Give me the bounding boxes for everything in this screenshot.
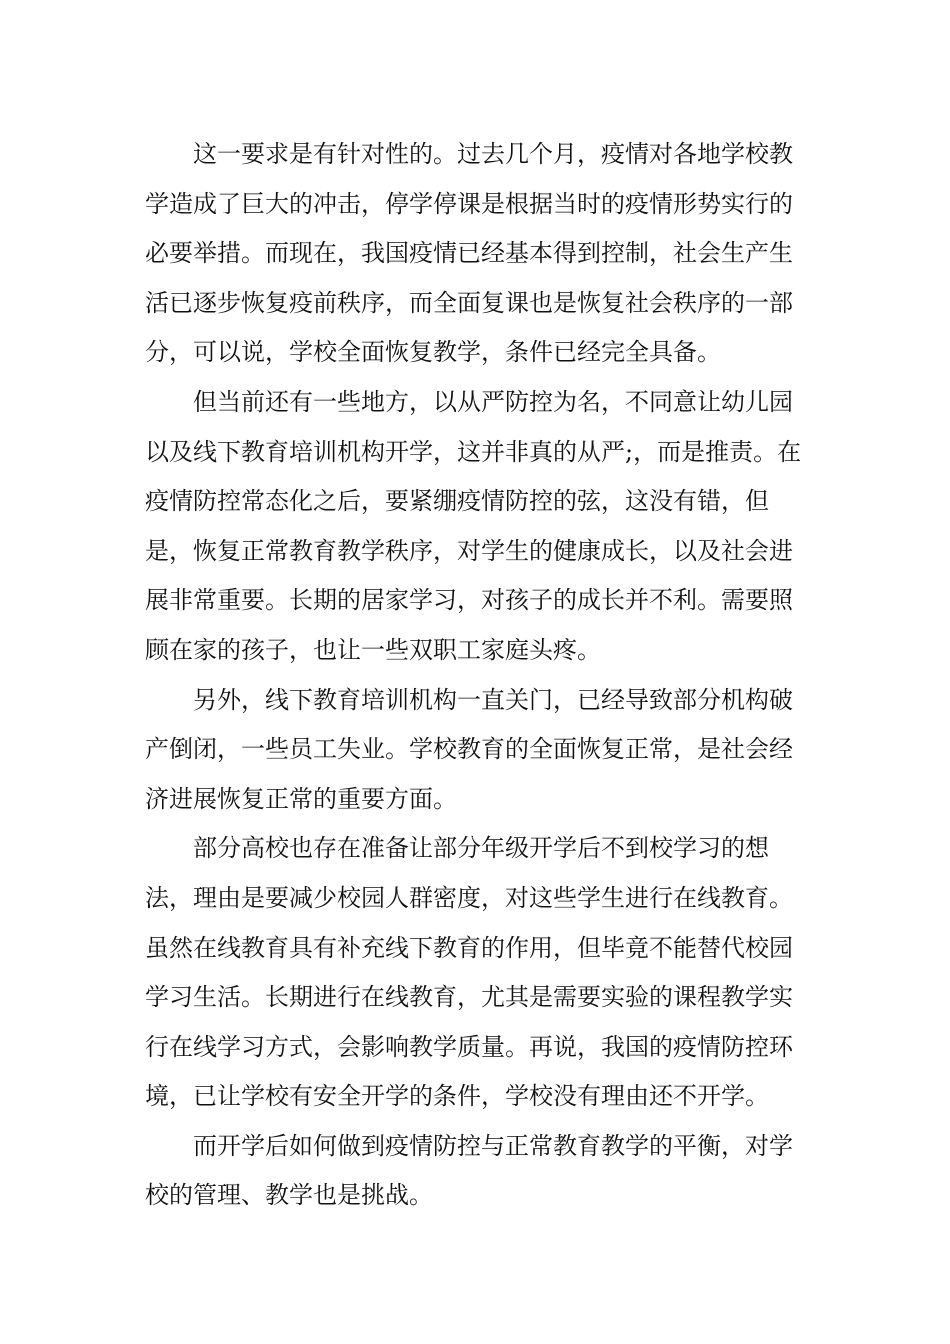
paragraph-5: 而开学后如何做到疫情防控与正常教育教学的平衡，对学校的管理、教学也是挑战。 xyxy=(145,1131,793,1210)
document-body xyxy=(145,130,810,1221)
paragraph-1: 这一要求是有针对性的。过去几个月，疫情对各地学校教学造成了巨大的冲击，停学停课是根据当时的疫情形势实行的必要举措。而现在，我国疫情已经基本得到控制，社会生产生活已逐步恢复疫前秩序，而全面复课也是恢复社会秩序的一部分，可以说，学校全面恢复教学，条件已经完全具备。 xyxy=(145,140,793,367)
paragraph-4: 部分高校也存在准备让部分年级开学后不到校学习的想法，理由是要减少校园人群密度，对这些学生进行在线教育。虽然在线教育具有补充线下教育的作用，但毕竟不能替代校园学习生活。长期进行在线教育，尤其是需要实验的课程教学实行在线学习方式，会影响教学质量。再说，我国的疫情防控环境，已让学校有安全开学的条件，学校没有理由还不开学。 xyxy=(145,834,793,1111)
paragraph-2: 但当前还有一些地方，以从严防控为名，不同意让幼儿园以及线下教育培训机构开学，这并非真的从严;，而是推责。在疫情防控常态化之后，要紧绷疫情防控的弦，这没有错，但是，恢复正常教育教学秩序，对学生的健康成长，以及社会进展非常重要。长期的居家学习，对孩子的成长并不利。需要照顾在家的孩子，也让一些双职工家庭头疼。 xyxy=(145,387,802,664)
paragraph-3: 另外，线下教育培训机构一直关门，已经导致部分机构破产倒闭，一些员工失业。学校教育的全面恢复正常，是社会经济进展恢复正常的重要方面。 xyxy=(145,685,793,813)
